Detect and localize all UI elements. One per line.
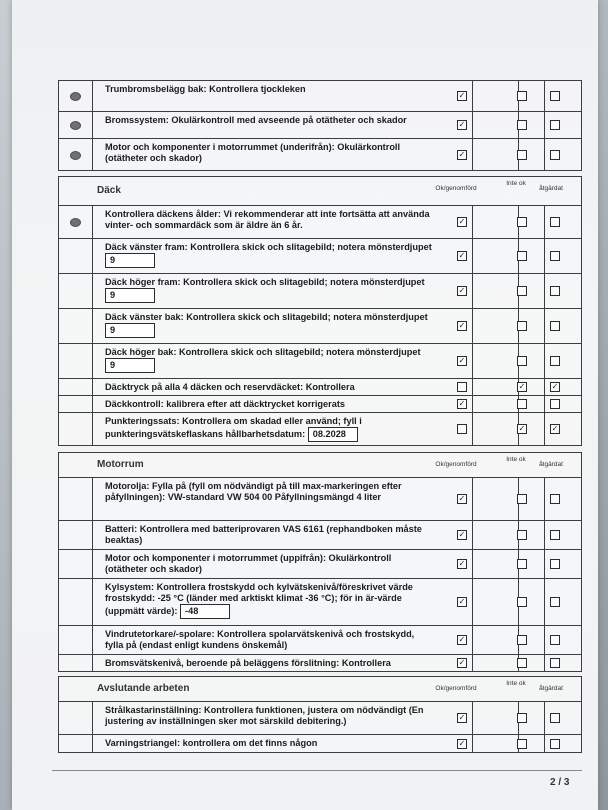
checklist-item-text: [105, 553, 435, 575]
item-label: Motor och komponenter i motorrummet (uppifrån): Okulärkontroll (otätheter och skador): [105, 553, 392, 574]
column-divider: [544, 139, 545, 170]
checklist-item-text: [105, 115, 435, 126]
checkbox-checked[interactable]: ✓: [518, 382, 526, 391]
checklist-item-text: [105, 209, 435, 231]
column-divider: [472, 112, 473, 138]
checklist-item-text: [105, 582, 435, 619]
checkbox-unchecked[interactable]: [517, 635, 527, 645]
value-field[interactable]: 08.2028: [308, 427, 358, 442]
checklist-item-text: [105, 142, 435, 164]
checkbox-unchecked[interactable]: [550, 120, 560, 130]
column-divider: [92, 478, 93, 520]
section-header: [59, 177, 581, 206]
checklist-item-text: [105, 481, 435, 503]
column-divider: [472, 344, 473, 378]
checkbox-unchecked[interactable]: [550, 494, 560, 504]
checklist-row: [59, 521, 581, 550]
eye-icon: [70, 151, 81, 160]
column-divider: [92, 344, 93, 378]
checkbox-checked[interactable]: ✓: [551, 424, 559, 433]
checklist-item-text: [105, 84, 435, 95]
checkbox-unchecked[interactable]: [517, 286, 527, 296]
checklist-row: [59, 379, 581, 396]
column-header: Inte ok: [506, 456, 526, 463]
item-label: Däck höger fram: Kontrollera skick och slitagebild; notera mönsterdjupet: [105, 277, 425, 287]
checkbox-checked[interactable]: ✓: [458, 286, 466, 295]
checkbox-unchecked[interactable]: [550, 91, 560, 101]
checklist-row: [59, 478, 581, 521]
checkbox-unchecked[interactable]: [517, 251, 527, 261]
column-divider: [472, 478, 473, 520]
item-label: Vindrutetorkare/-spolare: Kontrollera spolarvätskenivå och frostskydd, fylla på (endast enligt kundens önskemål): [105, 629, 415, 650]
document-page: [12, 0, 598, 810]
checkbox-unchecked[interactable]: [517, 150, 527, 160]
checkbox-unchecked[interactable]: [550, 251, 560, 261]
column-divider: [92, 413, 93, 445]
checkbox-unchecked[interactable]: [517, 739, 527, 749]
column-divider: [92, 309, 93, 343]
checklist-section: [58, 452, 582, 672]
checkbox-unchecked[interactable]: [517, 559, 527, 569]
checklist-item-text: [105, 399, 435, 410]
checkbox-unchecked[interactable]: [550, 635, 560, 645]
checkbox-checked[interactable]: ✓: [458, 91, 466, 100]
eye-icon: [70, 218, 81, 227]
checklist-row: [59, 550, 581, 579]
section-title: Motorrum: [97, 459, 144, 470]
checklist-item-text: [105, 705, 435, 727]
column-divider: [92, 274, 93, 308]
item-label: Däcktryck på alla 4 däcken och reservdäcket: Kontrollera: [105, 382, 355, 392]
checklist-row: [59, 112, 581, 139]
column-divider: [92, 206, 93, 238]
value-field[interactable]: -48: [180, 604, 230, 619]
checkbox-unchecked[interactable]: [550, 597, 560, 607]
column-divider: [92, 239, 93, 273]
checkbox-unchecked[interactable]: [517, 494, 527, 504]
checkbox-unchecked[interactable]: [550, 399, 560, 409]
item-label: Varningstriangel: kontrollera om det finns någon: [105, 738, 318, 748]
checkbox-checked[interactable]: ✓: [458, 321, 466, 330]
checkbox-unchecked[interactable]: [550, 356, 560, 366]
column-divider: [472, 139, 473, 170]
checklist-item-text: [105, 416, 435, 442]
column-header: Ok/genomförd: [435, 685, 477, 692]
column-header: åtgärdat: [539, 461, 563, 468]
checkbox-checked[interactable]: ✓: [458, 597, 466, 606]
item-label: Däck vänster bak: Kontrollera skick och slitagebild; notera mönsterdjupet: [105, 312, 428, 322]
checkbox-checked[interactable]: ✓: [518, 424, 526, 433]
column-divider: [544, 379, 545, 395]
checklist-row: [59, 655, 581, 671]
column-divider: [472, 579, 473, 625]
checkbox-unchecked[interactable]: [550, 739, 560, 749]
column-divider: [92, 735, 93, 752]
column-divider: [544, 239, 545, 273]
item-label: Däckkontroll: kalibrera efter att däcktrycket korrigerats: [105, 399, 345, 409]
item-label: Däck vänster fram: Kontrollera skick och slitagebild; notera mönsterdjupet: [105, 242, 432, 252]
checklist-item-text: [105, 629, 435, 651]
checkbox-checked[interactable]: ✓: [458, 494, 466, 503]
checklist-item-text: [105, 312, 435, 338]
page-number: 2 / 3: [550, 777, 570, 788]
section-title: Avslutande arbeten: [97, 683, 190, 694]
checklist-item-text: [105, 658, 435, 669]
column-divider: [92, 655, 93, 671]
checklist-row: [59, 735, 581, 752]
checkbox-checked[interactable]: ✓: [458, 251, 466, 260]
checkbox-unchecked[interactable]: [517, 530, 527, 540]
column-divider: [92, 112, 93, 138]
column-divider: [472, 735, 473, 752]
column-divider: [92, 550, 93, 578]
item-label: Strålkastarinställning: Kontrollera funktionen, justera om nödvändigt (En justering av inställningen sker mot särskild debitering.): [105, 705, 424, 726]
checkbox-unchecked[interactable]: [550, 217, 560, 227]
column-divider: [544, 478, 545, 520]
column-divider: [92, 702, 93, 734]
checkbox-checked[interactable]: ✓: [458, 217, 466, 226]
column-divider: [544, 521, 545, 549]
checkbox-unchecked[interactable]: [517, 713, 527, 723]
value-field[interactable]: 9: [105, 288, 155, 303]
value-field[interactable]: 9: [105, 323, 155, 338]
checkbox-unchecked[interactable]: [550, 559, 560, 569]
checkbox-checked[interactable]: ✓: [458, 399, 466, 408]
column-header: Ok/genomförd: [435, 461, 477, 468]
checklist-row: [59, 239, 581, 274]
eye-icon: [70, 121, 81, 130]
column-divider: [92, 579, 93, 625]
column-header: åtgärdat: [539, 185, 563, 192]
checkbox-unchecked[interactable]: [457, 382, 467, 392]
column-divider: [92, 81, 93, 111]
column-divider: [92, 379, 93, 395]
value-field[interactable]: 9: [105, 358, 155, 373]
checkbox-checked[interactable]: ✓: [458, 635, 466, 644]
column-header: Inte ok: [506, 680, 526, 687]
column-divider: [472, 626, 473, 654]
checklist-row: [59, 274, 581, 309]
checkbox-unchecked[interactable]: [550, 658, 560, 668]
checklist-row: [59, 579, 581, 626]
item-label: Batteri: Kontrollera med batteriprovaren VAS 6161 (rephandboken måste beaktas): [105, 524, 422, 545]
column-divider: [544, 274, 545, 308]
item-label: Däck höger bak: Kontrollera skick och slitagebild; notera mönsterdjupet: [105, 347, 421, 357]
column-divider: [544, 81, 545, 111]
column-divider: [472, 655, 473, 671]
column-divider: [472, 239, 473, 273]
checkbox-unchecked[interactable]: [517, 597, 527, 607]
column-divider: [472, 274, 473, 308]
checklist-section: [58, 80, 582, 171]
checkbox-unchecked[interactable]: [517, 120, 527, 130]
column-divider: [472, 521, 473, 549]
column-header: Inte ok: [506, 180, 526, 187]
checkbox-checked[interactable]: ✓: [458, 738, 466, 748]
column-divider: [472, 379, 473, 395]
checklist-row: [59, 206, 581, 239]
checklist-row: [59, 396, 581, 413]
column-divider: [544, 735, 545, 752]
checklist-item-text: [105, 738, 435, 749]
item-label: Bromssystem: Okulärkontroll med avseende på otätheter och skador: [105, 115, 407, 125]
section-header: [59, 677, 581, 702]
checkbox-unchecked[interactable]: [517, 356, 527, 366]
value-field[interactable]: 9: [105, 253, 155, 268]
checkbox-checked[interactable]: ✓: [551, 382, 559, 391]
checkbox-unchecked[interactable]: [517, 217, 527, 227]
checklist-row: [59, 81, 581, 112]
item-label: Punkteringssats: Kontrollera om skadad eller använd; fyll i punkteringsvätskeflaskans hållbarhetsdatum:: [105, 416, 362, 439]
column-divider: [472, 550, 473, 578]
checkbox-unchecked[interactable]: [550, 530, 560, 540]
checklist-row: [59, 309, 581, 344]
column-divider: [472, 413, 473, 445]
checklist-item-text: [105, 242, 435, 268]
column-header: Ok/genomförd: [435, 185, 477, 192]
column-header: åtgärdat: [539, 685, 563, 692]
item-label: Bromsvätskenivå, beroende på beläggens förslitning: Kontrollera: [105, 658, 391, 668]
column-divider: [92, 396, 93, 412]
item-label: Motorolja: Fylla på (fyll om nödvändigt på till max-markeringen efter påfyllningen): VW-standard VW 504 00 Påfyllningsmängd 4 liter: [105, 481, 402, 502]
checklist-row: [59, 413, 581, 445]
checklist-item-text: [105, 347, 435, 373]
section-title: Däck: [97, 185, 121, 196]
checkbox-unchecked[interactable]: [517, 658, 527, 668]
checkbox-checked[interactable]: ✓: [458, 530, 466, 539]
checklist-row: [59, 344, 581, 379]
checklist-section: [58, 176, 582, 446]
item-label: Kontrollera däckens ålder: Vi rekommenderar att inte fortsätta att använda vinter- och sommardäck som är äldre än 6 år.: [105, 209, 430, 230]
footer-divider: [52, 770, 582, 771]
checkbox-unchecked[interactable]: [550, 713, 560, 723]
checklist-row: [59, 702, 581, 735]
checkbox-unchecked[interactable]: [550, 321, 560, 331]
column-divider: [92, 521, 93, 549]
checkbox-checked[interactable]: ✓: [458, 356, 466, 365]
checkbox-unchecked[interactable]: [550, 150, 560, 160]
column-divider: [544, 396, 545, 412]
column-divider: [472, 702, 473, 734]
checkbox-checked[interactable]: ✓: [458, 559, 466, 568]
column-divider: [544, 626, 545, 654]
column-divider: [544, 112, 545, 138]
column-divider: [472, 309, 473, 343]
column-divider: [544, 309, 545, 343]
checkbox-checked[interactable]: ✓: [458, 149, 466, 159]
checkbox-unchecked[interactable]: [550, 286, 560, 296]
item-label: Kylsystem: Kontrollera frostskydd och kylvätskenivå/föreskrivet värde frostskydd: -25 °C (länder med arktiskt klimat -36 °C); för in är-värde (uppmätt värde):: [105, 582, 413, 616]
checkbox-unchecked[interactable]: [457, 424, 467, 434]
checklist-row: [59, 626, 581, 655]
column-divider: [544, 206, 545, 238]
checklist-section: [58, 676, 582, 753]
checklist-item-text: [105, 524, 435, 546]
item-label: Trumbromsbelägg bak: Kontrollera tjockleken: [105, 84, 306, 94]
checkbox-checked[interactable]: ✓: [458, 658, 466, 667]
column-divider: [92, 626, 93, 654]
checklist-item-text: [105, 382, 435, 393]
column-divider: [544, 579, 545, 625]
column-divider: [92, 139, 93, 170]
checkbox-checked[interactable]: ✓: [458, 120, 466, 129]
column-divider: [544, 344, 545, 378]
item-label: Motor och komponenter i motorrummet (underifrån): Okulärkontroll (otätheter och skador): [105, 142, 401, 163]
column-divider: [472, 396, 473, 412]
column-divider: [544, 550, 545, 578]
column-divider: [544, 655, 545, 671]
section-header: [59, 453, 581, 478]
checklist-item-text: [105, 277, 435, 303]
checkbox-unchecked[interactable]: [517, 399, 527, 409]
checkbox-checked[interactable]: ✓: [458, 713, 466, 722]
column-divider: [472, 206, 473, 238]
eye-icon: [70, 92, 81, 101]
column-divider: [544, 413, 545, 445]
column-divider: [472, 81, 473, 111]
column-divider: [544, 702, 545, 734]
checkbox-unchecked[interactable]: [517, 91, 527, 101]
checkbox-unchecked[interactable]: [517, 321, 527, 331]
checklist-row: [59, 139, 581, 170]
